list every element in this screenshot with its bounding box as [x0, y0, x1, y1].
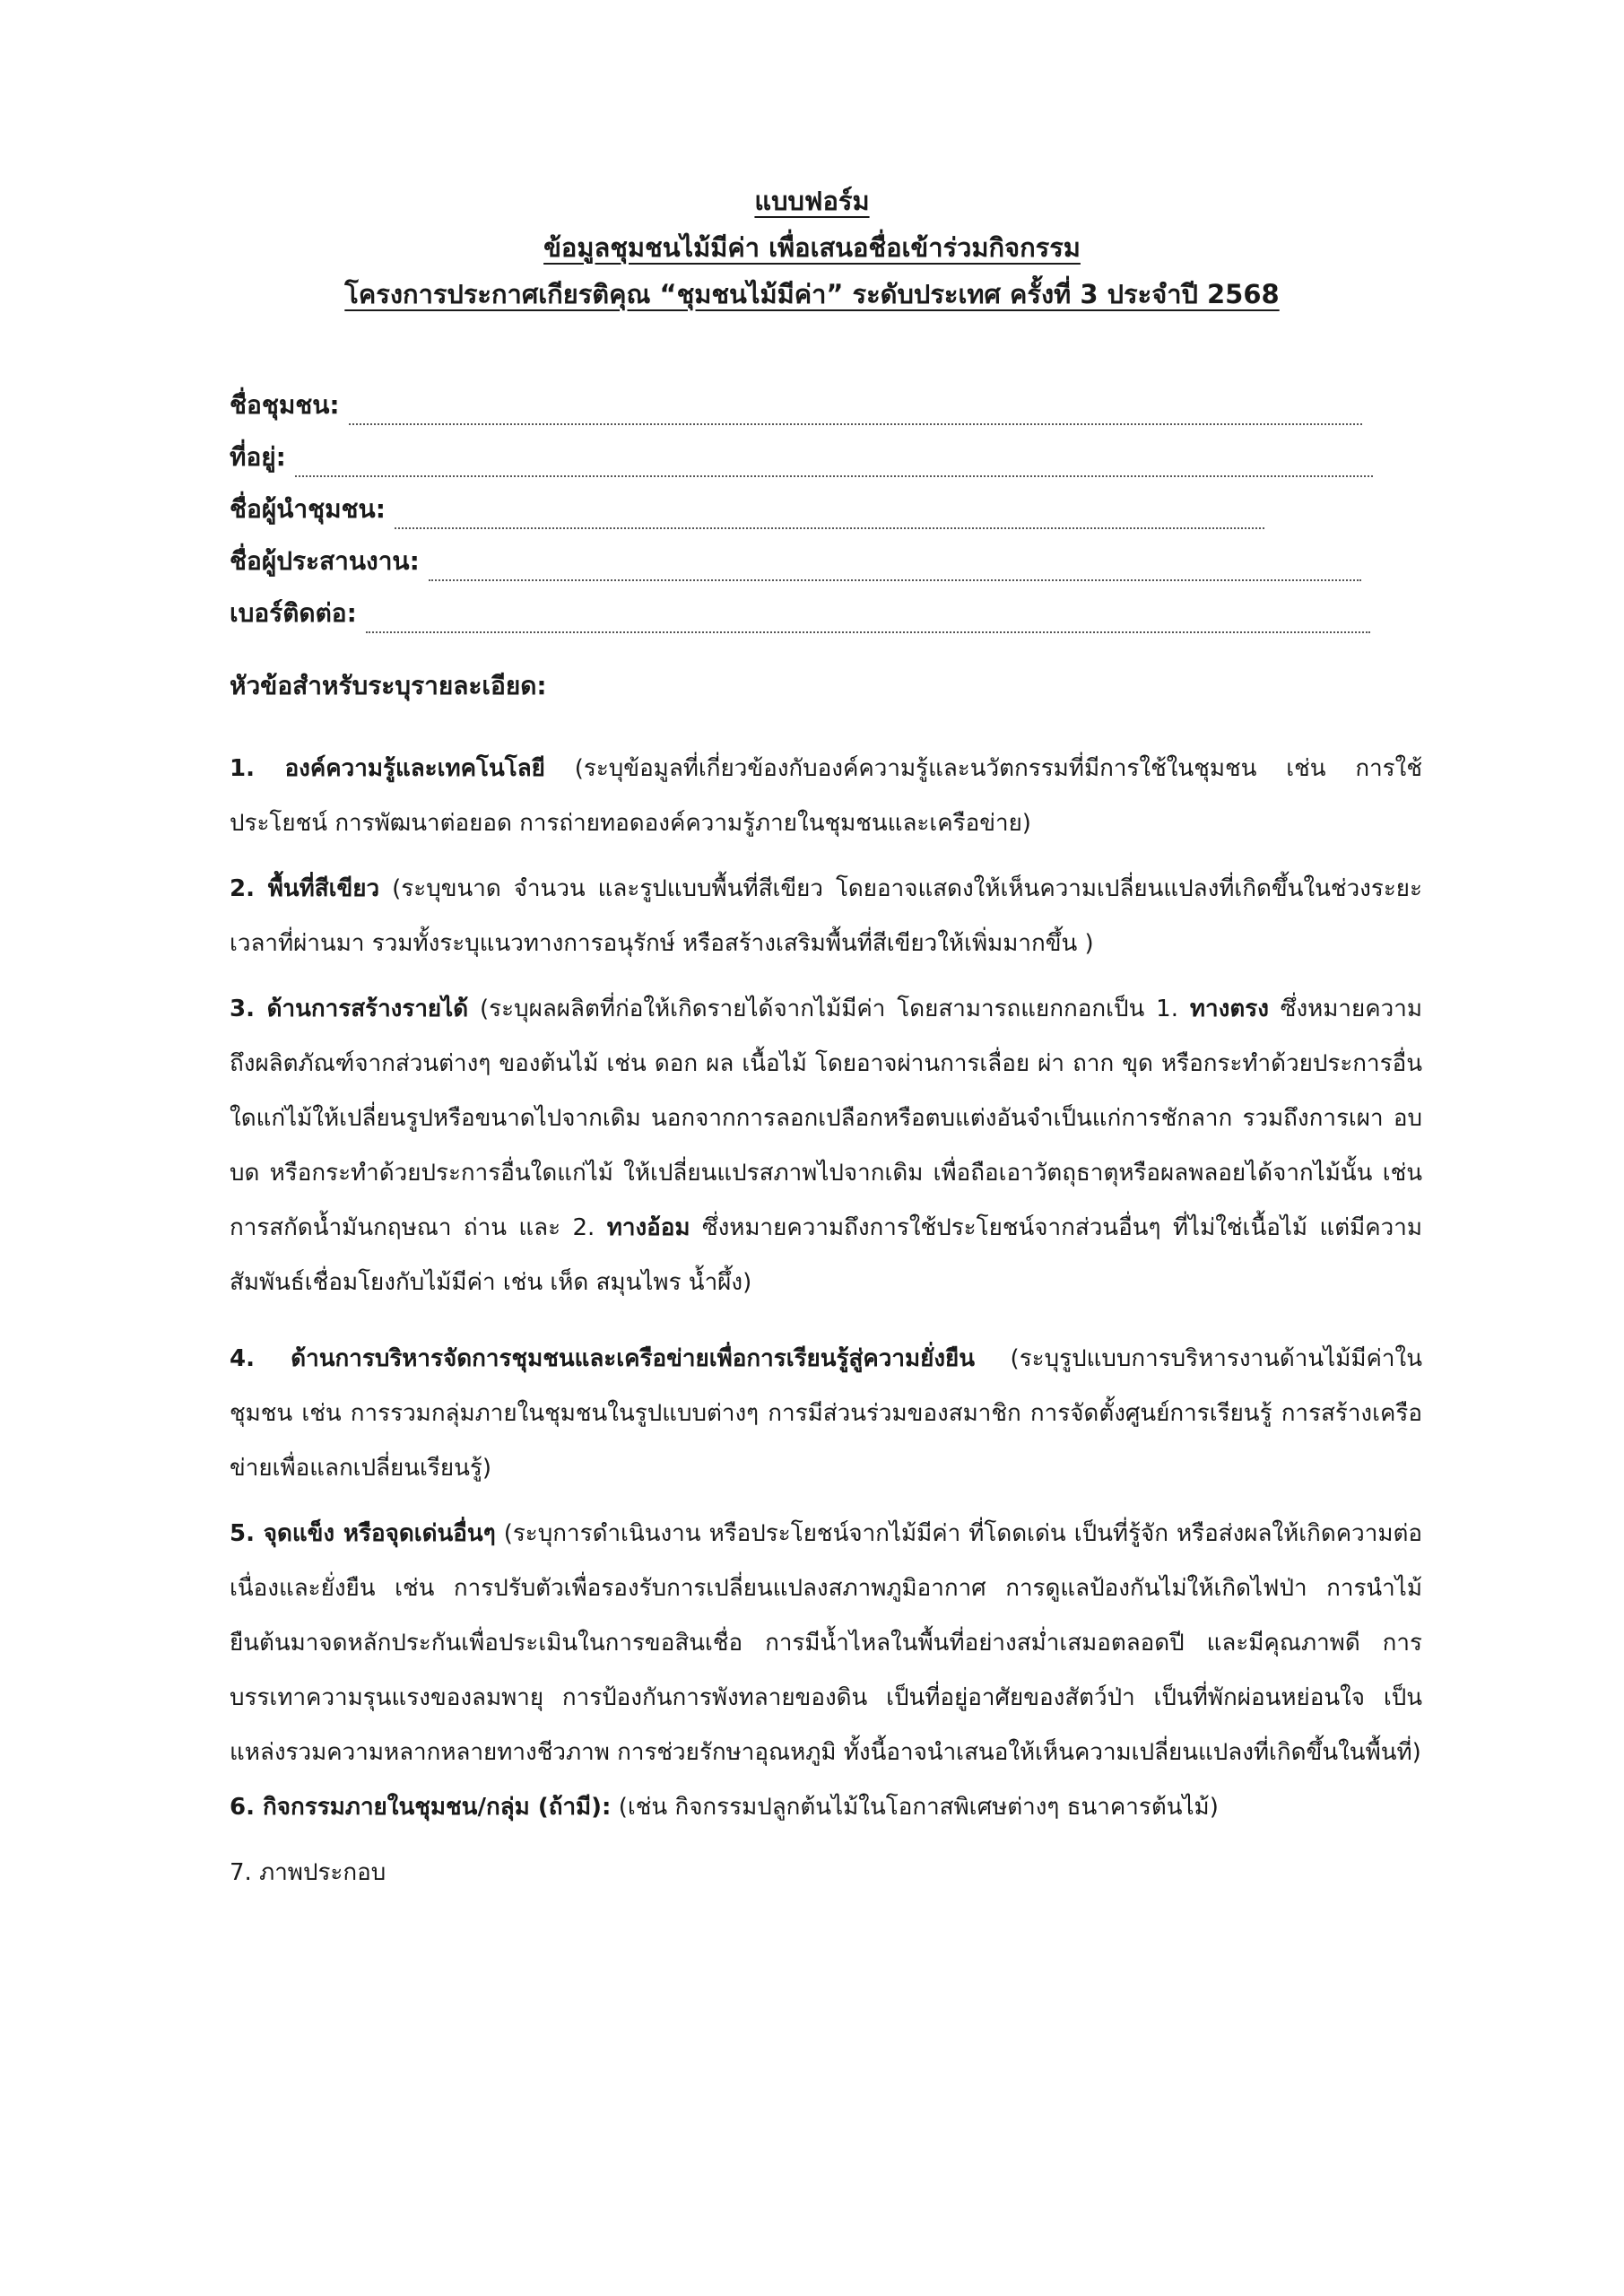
topic-text: (ระบุการดำเนินงาน หรือประโยชน์จากไม้มีค่า ที่โดดเด่น เป็นที่รู้จัก หรือส่งผลให้เกิดความต่อเนื่องและยั่งยืน เช่น การปรับตัวเพื่อรองรับการเปลี่ยนแปลงสภาพภูมิอากาศ การดูแลป้องกันไม่ให้เกิดไฟป่า การนำไม้ยืนต้นมาจดหลักประกันเพื่อประเมินในการขอสินเชื่อ การมีน้ำไหลในพื้นที่อย่างสม่ำเสมอตลอดปี และมีคุณภาพดี การบรรเทาความรุนแรงของลมพายุ การป้องกันการพังทลายของดิน เป็นที่อยู่อาศัยของสัตว์ป่า เป็นที่พักผ่อนหย่อนใจ เป็นแหล่งรวมความหลากหลายทางชีวภาพ การช่วยรักษาอุณหภูมิ ทั้งนี้อาจนำเสนอให้เห็นความเปลี่ยนแปลงที่เกิดขึ้นในพื้นที่) [230, 1520, 1423, 1766]
topic-title: 4. ด้านการบริหารจัดการชุมชนและเครือข่ายเพื่อการเรียนรู้สู่ความยั่งยืน [230, 1345, 976, 1372]
topic-item-3 [230, 982, 1422, 1310]
topic-title: 3. ด้านการสร้างรายได้ [230, 996, 469, 1022]
fill-line[interactable] [395, 526, 1264, 529]
topic-title: 1. องค์ความรู้และเทคโนโลยี [230, 755, 545, 782]
field-phone [230, 594, 1373, 646]
form-subtitle: ข้อมูลชุมชนไม้มีค่า เพื่อเสนอชื่อเข้าร่วมกิจกรรม [543, 232, 1081, 263]
topic-title: 6. กิจกรรมภายในชุมชน/กลุ่ม (ถ้ามี): [230, 1794, 612, 1821]
fill-line[interactable] [429, 578, 1361, 581]
fill-line[interactable] [366, 631, 1370, 633]
info-fields [230, 386, 1373, 646]
topic-emphasis: ทางตรง [1189, 996, 1269, 1022]
fill-line[interactable] [349, 422, 1362, 425]
field-label: ชื่อผู้นำชุมชน: [230, 494, 386, 524]
topic-text: 7. ภาพประกอบ [230, 1859, 386, 1886]
field-address [230, 438, 1373, 490]
topic-text: ซึ่งหมายความถึงการใช้ประโยชน์จากส่วนอื่นๆ ที่ไม่ใช่เนื้อไม้ แต่มีความสัมพันธ์เชื่อมโยงกับไม้มีค่า เช่น เห็ด สมุนไพร น้ำผึ้ง) [230, 1214, 1422, 1296]
field-label: ชื่อผู้ประสานงาน: [230, 546, 420, 576]
topic-text: (ระบุผลผลิตที่ก่อให้เกิดรายได้จากไม้มีค่า โดยสามารถแยกกอกเป็น 1. [468, 996, 1190, 1022]
topic-item-1 [230, 742, 1422, 851]
form-header [0, 178, 1624, 317]
field-label: ที่อยู่: [230, 442, 286, 472]
topic-title: 5. จุดแข็ง หรือจุดเด่นอื่นๆ [230, 1520, 496, 1547]
topic-item-4 [230, 1332, 1422, 1496]
topics-heading: หัวข้อสำหรับระบุรายละเอียด: [230, 671, 547, 700]
topic-text: (เช่น กิจกรรมปลูกต้นไม้ในโอกาสพิเศษต่างๆ ธนาคารต้นไม้) [611, 1794, 1219, 1821]
field-leader-name [230, 490, 1373, 542]
topic-title: 2. พื้นที่สีเขียว [230, 875, 380, 902]
topics-section [230, 668, 1422, 1911]
field-label: เบอร์ติดต่อ: [230, 598, 357, 628]
field-community-name [230, 386, 1373, 438]
topic-text: (ระบุรูปแบบการบริหารงานด้านไม้มีค่าในชุมชน เช่น การรวมกลุ่มภายในชุมชนในรูปแบบต่างๆ การมีส่วนร่วมของสมาชิก การจัดตั้งศูนย์การเรียนรู้ การสร้างเครือข่ายเพื่อแลกเปลี่ยนเรียนรู้) [230, 1345, 1422, 1482]
topic-text: (ระบุขนาด จำนวน และรูปแบบพื้นที่สีเขียว โดยอาจแสดงให้เห็นความเปลี่ยนแปลงที่เกิดขึ้นในช่วงระยะเวลาที่ผ่านมา รวมทั้งระบุแนวทางการอนุรักษ์ หรือสร้างเสริมพื้นที่สีเขียวให้เพิ่มมากขึ้น ) [230, 875, 1423, 957]
field-coordinator-name [230, 542, 1373, 594]
topic-item-2 [230, 862, 1422, 971]
fill-line[interactable] [295, 474, 1373, 477]
form-title: แบบฟอร์ม [754, 186, 870, 216]
topic-item-7 [230, 1846, 1422, 1900]
field-label: ชื่อชุมชน: [230, 390, 340, 420]
topic-text: (ระบุข้อมูลที่เกี่ยวข้องกับองค์ความรู้และนวัตกรรมที่มีการใช้ในชุมชน เช่น การใช้ประโยชน์ การพัฒนาต่อยอด การถ่ายทอดองค์ความรู้ภายในชุมชนและเครือข่าย) [230, 755, 1422, 837]
project-title: โครงการประกาศเกียรติคุณ “ชุมชนไม้มีค่า” ระดับประเทศ ครั้งที่ 3 ประจำปี 2568 [344, 279, 1280, 309]
topic-emphasis: ทางอ้อม [606, 1214, 690, 1241]
topic-item-6 [230, 1780, 1422, 1835]
topic-text: ซึ่งหมายความถึงผลิตภัณฑ์จากส่วนต่างๆ ของต้นไม้ เช่น ดอก ผล เนื้อไม้ โดยอาจผ่านการเลื่อย ผ่า ถาก ขุด หรือกระทำด้วยประการอื่นใดแก่ไม้ให้เปลี่ยนรูปหรือขนาดไปจากเดิม นอกจากการลอกเปลือกหรือตบแต่งอันจำเป็นแก่การชักลาก รวมถึงการเผา อบ บด หรือกระทำด้วยประการอื่นใดแก่ไม้ ให้เปลี่ยนแปรสภาพไปจากเดิม เพื่อถือเอาวัตถุธาตุหรือผลพลอยได้จากไม้นั้น เช่น การสกัดน้ำมันกฤษณา ถ่าน และ 2. [230, 996, 1422, 1241]
topic-item-5 [230, 1507, 1422, 1780]
